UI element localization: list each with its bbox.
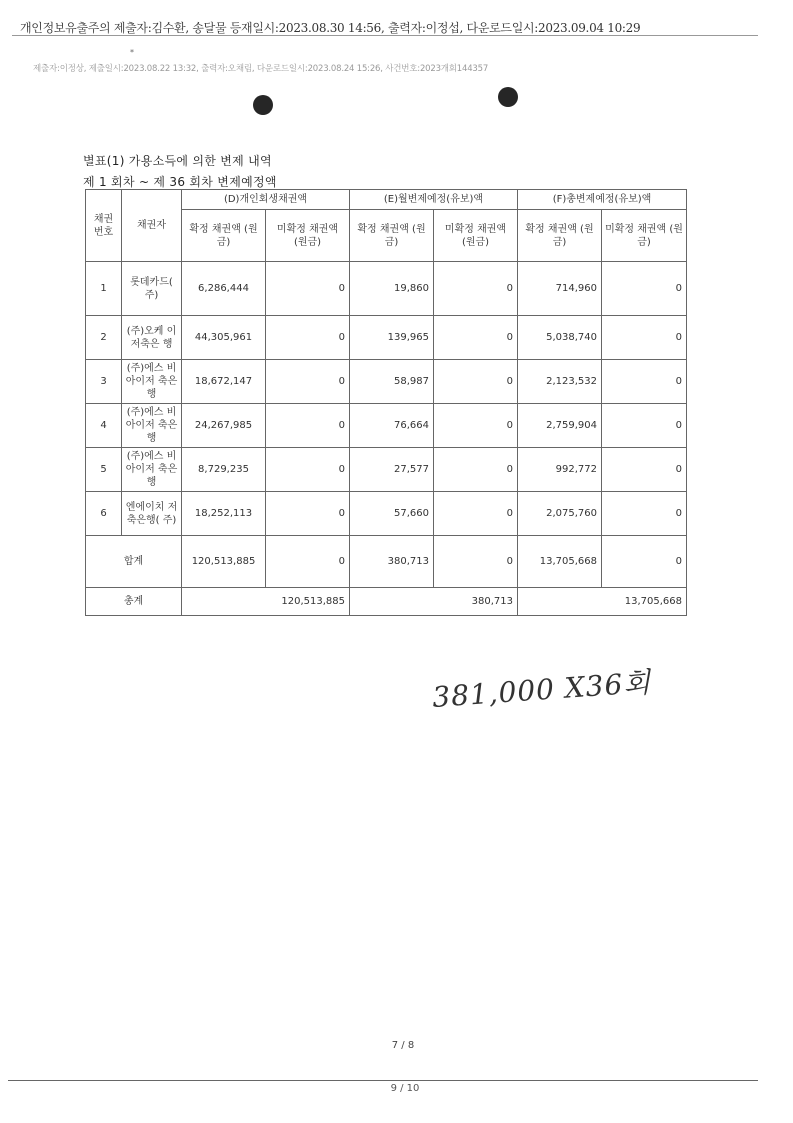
row-f-unconfirmed: 0 — [602, 316, 687, 360]
footer-divider — [8, 1080, 758, 1081]
header-group-d: (D)개인회생채권액 — [182, 190, 350, 210]
total-e: 380,713 — [350, 588, 518, 616]
header-e-confirmed: 확정 채권액 (원금) — [350, 210, 434, 262]
header-divider — [12, 35, 758, 36]
row-f-unconfirmed: 0 — [602, 492, 687, 536]
punch-hole-right — [498, 87, 518, 107]
row-d-unconfirmed: 0 — [266, 316, 350, 360]
header-f-confirmed: 확정 채권액 (원금) — [518, 210, 602, 262]
row-e-unconfirmed: 0 — [434, 404, 518, 448]
table-row — [86, 492, 687, 536]
header-e-unconfirmed: 미확정 채권액 (원금) — [434, 210, 518, 262]
subtotal-f-confirmed: 13,705,668 — [518, 536, 602, 588]
row-e-unconfirmed: 0 — [434, 316, 518, 360]
subtotal-e-unconfirmed: 0 — [434, 536, 518, 588]
subtotal-row — [86, 536, 687, 588]
page-number-outer: 9 / 10 — [390, 1083, 420, 1094]
row-f-confirmed: 2,759,904 — [518, 404, 602, 448]
row-f-unconfirmed: 0 — [602, 404, 687, 448]
subtotal-d-confirmed: 120,513,885 — [182, 536, 266, 588]
table-row — [86, 262, 687, 316]
row-e-confirmed: 139,965 — [350, 316, 434, 360]
row-d-confirmed: 24,267,985 — [182, 404, 266, 448]
row-f-unconfirmed: 0 — [602, 360, 687, 404]
row-f-unconfirmed: 0 — [602, 262, 687, 316]
row-d-unconfirmed: 0 — [266, 262, 350, 316]
row-d-confirmed: 6,286,444 — [182, 262, 266, 316]
subtotal-d-unconfirmed: 0 — [266, 536, 350, 588]
row-creditor: (주)에스 비아이저 축은행 — [122, 404, 182, 448]
row-e-confirmed: 57,660 — [350, 492, 434, 536]
row-no: 2 — [86, 316, 122, 360]
subtotal-f-unconfirmed: 0 — [602, 536, 687, 588]
punch-hole-left — [253, 95, 273, 115]
row-f-confirmed: 992,772 — [518, 448, 602, 492]
row-e-confirmed: 58,987 — [350, 360, 434, 404]
total-f: 13,705,668 — [518, 588, 687, 616]
total-label: 총계 — [86, 588, 182, 616]
row-creditor: (주)오케 이저축은 행 — [122, 316, 182, 360]
row-d-confirmed: 44,305,961 — [182, 316, 266, 360]
row-f-confirmed: 5,038,740 — [518, 316, 602, 360]
row-no: 1 — [86, 262, 122, 316]
header-mark: * — [130, 48, 134, 57]
row-e-unconfirmed: 0 — [434, 360, 518, 404]
print-header: 개인정보유출주의 제출자:김수환, 송달물 등재일시:2023.08.30 14:56, 출력자:이정섭, 다운로드일시:2023.09.04 10:29 — [20, 21, 641, 35]
repayment-table — [85, 189, 687, 616]
row-d-unconfirmed: 0 — [266, 492, 350, 536]
row-no: 5 — [86, 448, 122, 492]
row-e-confirmed: 76,664 — [350, 404, 434, 448]
row-d-confirmed: 18,252,113 — [182, 492, 266, 536]
document-title: 별표(1) 가용소득에 의한 변제 내역 — [83, 154, 272, 168]
row-e-confirmed: 27,577 — [350, 448, 434, 492]
row-d-unconfirmed: 0 — [266, 448, 350, 492]
subtotal-label: 합계 — [86, 536, 182, 588]
submission-info: 제출자:이정상, 제출일시:2023.08.22 13:32, 출력자:오채림, 다운로드일시:2023.08.24 15:26, 사건번호:2023개회144357 — [33, 64, 489, 74]
row-e-unconfirmed: 0 — [434, 448, 518, 492]
header-group-e: (E)월변제예정(유보)액 — [350, 190, 518, 210]
row-no: 4 — [86, 404, 122, 448]
row-e-unconfirmed: 0 — [434, 492, 518, 536]
header-creditor: 채권자 — [122, 190, 182, 262]
table-row — [86, 448, 687, 492]
row-e-unconfirmed: 0 — [434, 262, 518, 316]
row-f-confirmed: 2,075,760 — [518, 492, 602, 536]
row-creditor: (주)에스 비아이저 축은행 — [122, 360, 182, 404]
total-row — [86, 588, 687, 616]
table-row — [86, 360, 687, 404]
header-creditor-no: 채권 번호 — [86, 190, 122, 262]
row-d-unconfirmed: 0 — [266, 360, 350, 404]
row-creditor: 롯데카드( 주) — [122, 262, 182, 316]
row-no: 3 — [86, 360, 122, 404]
header-group-f: (F)총변제예정(유보)액 — [518, 190, 687, 210]
row-creditor: 엔에이치 저축은행( 주) — [122, 492, 182, 536]
row-f-confirmed: 2,123,532 — [518, 360, 602, 404]
table-row — [86, 404, 687, 448]
total-d: 120,513,885 — [182, 588, 350, 616]
table-row — [86, 316, 687, 360]
handwritten-note: 381,000 X36회 — [431, 665, 653, 714]
header-d-confirmed: 확정 채권액 (원금) — [182, 210, 266, 262]
row-f-confirmed: 714,960 — [518, 262, 602, 316]
row-f-unconfirmed: 0 — [602, 448, 687, 492]
row-no: 6 — [86, 492, 122, 536]
row-d-confirmed: 18,672,147 — [182, 360, 266, 404]
row-creditor: (주)에스 비아이저 축은행 — [122, 448, 182, 492]
document-subtitle: 제 1 회차 ~ 제 36 회차 변제예정액 — [83, 175, 277, 189]
page-number-inner: 7 / 8 — [391, 1040, 415, 1051]
row-d-confirmed: 8,729,235 — [182, 448, 266, 492]
header-f-unconfirmed: 미확정 채권액 (원금) — [602, 210, 687, 262]
row-d-unconfirmed: 0 — [266, 404, 350, 448]
subtotal-e-confirmed: 380,713 — [350, 536, 434, 588]
row-e-confirmed: 19,860 — [350, 262, 434, 316]
header-d-unconfirmed: 미확정 채권액 (원금) — [266, 210, 350, 262]
